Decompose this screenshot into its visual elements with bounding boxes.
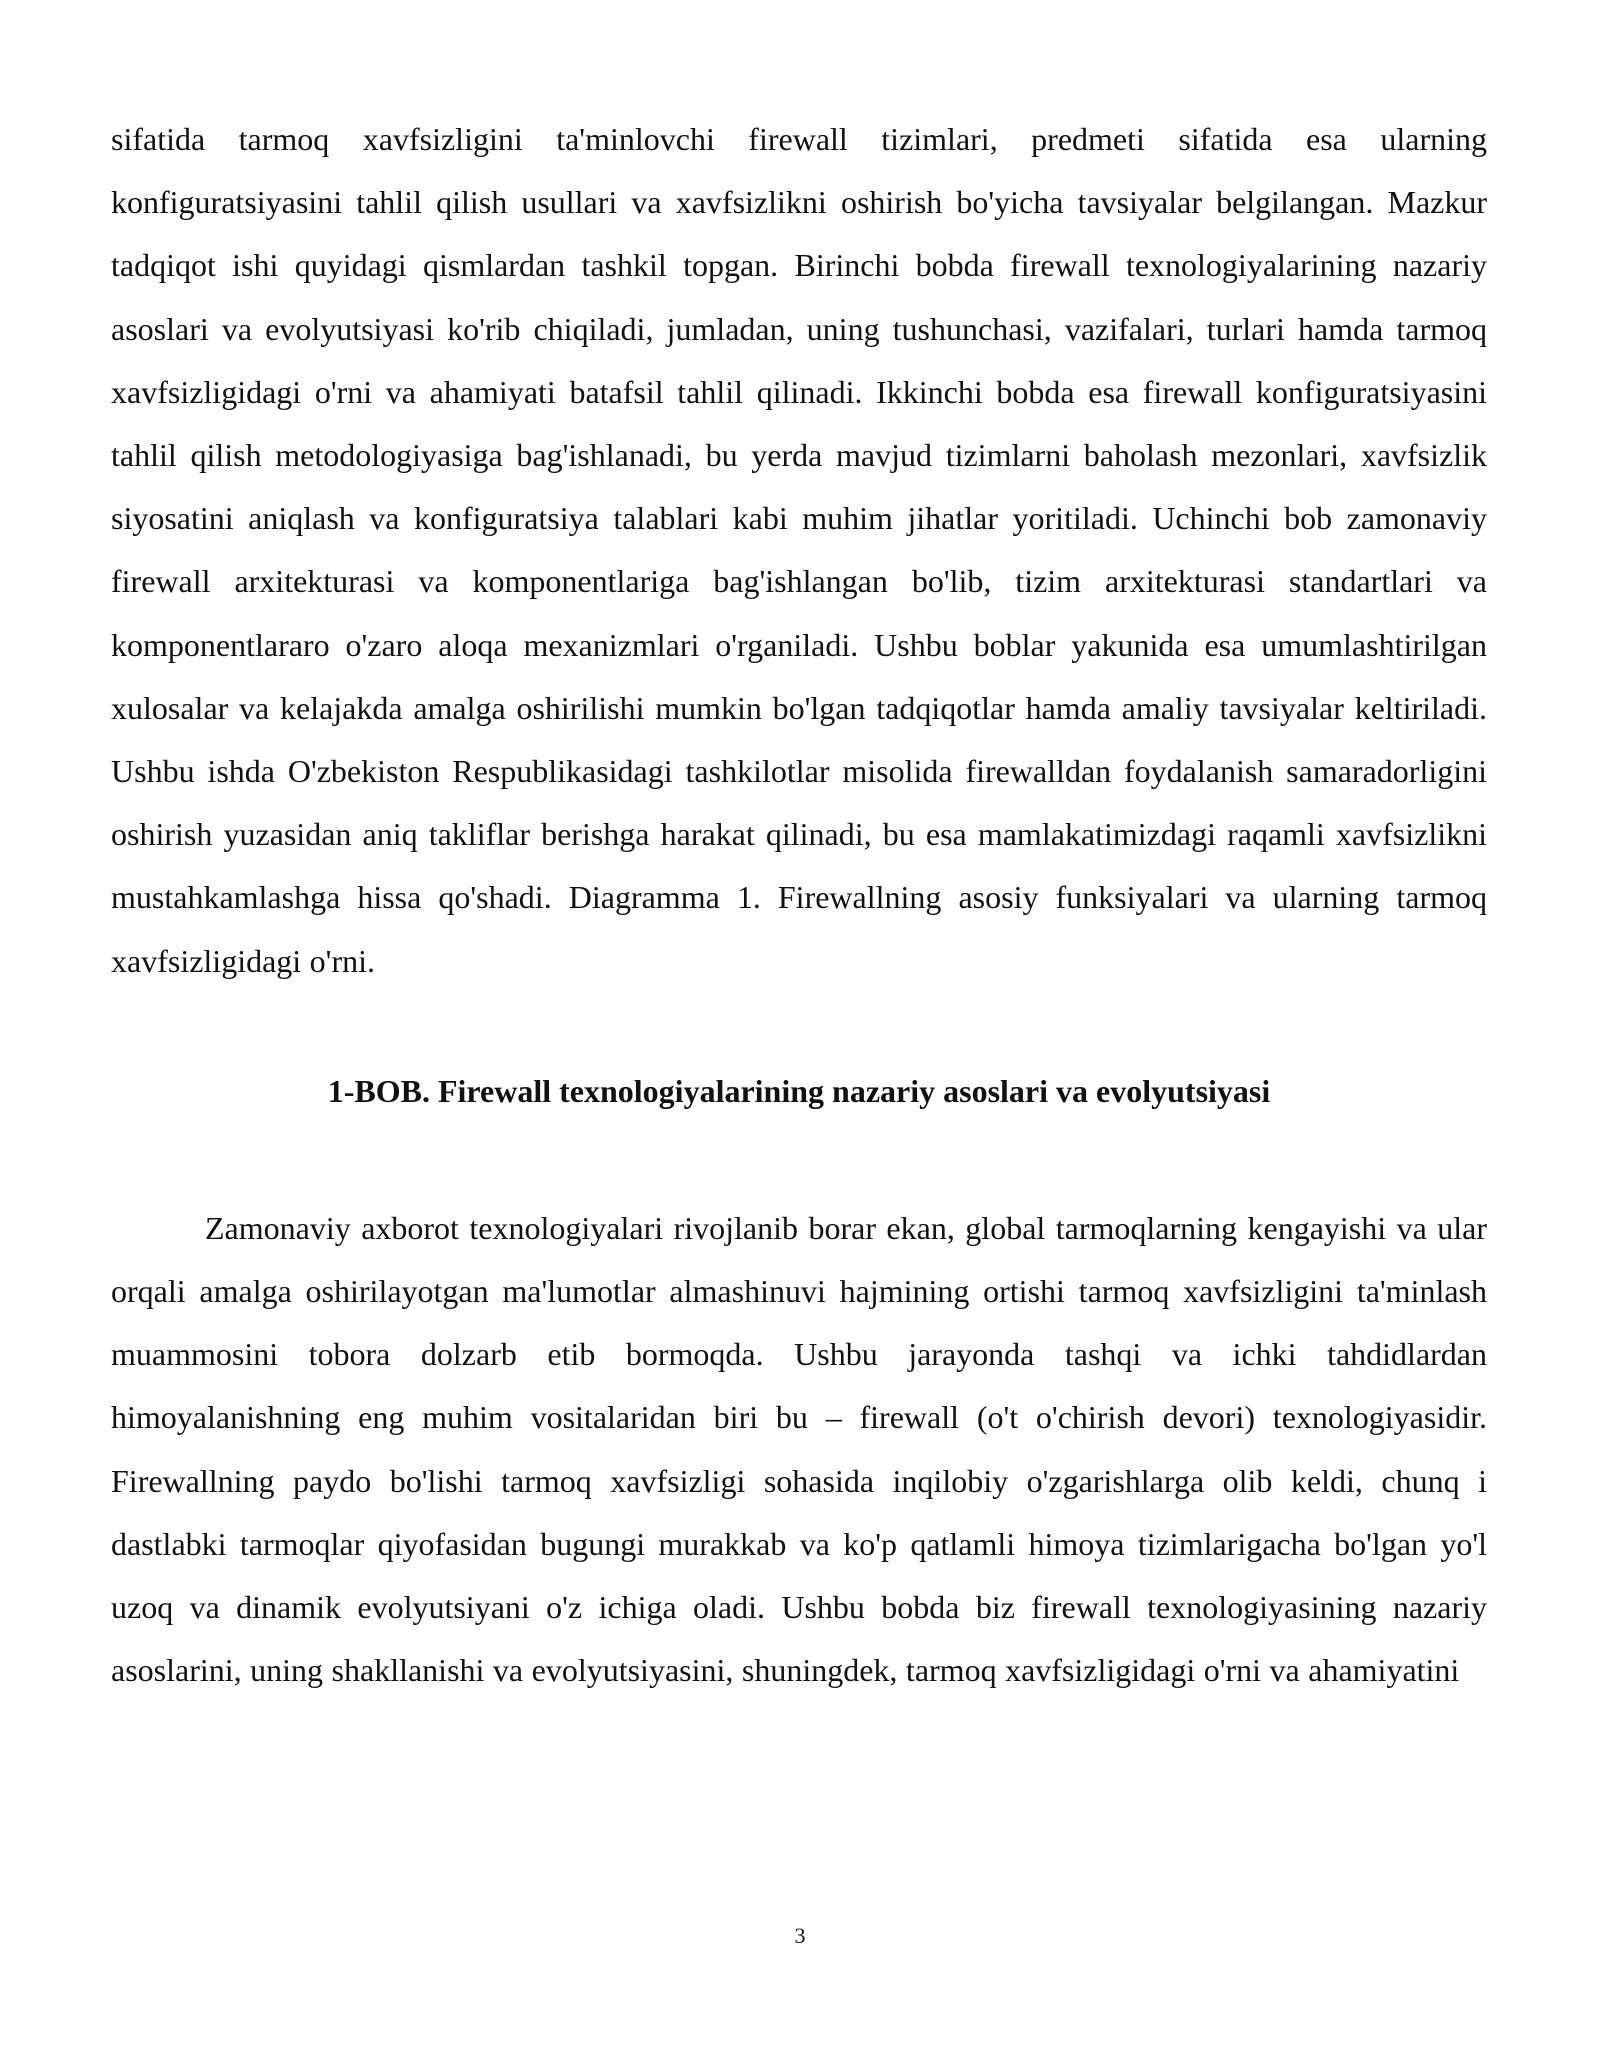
- chapter-title: 1-BOB. Firewall texnologiyalarining nazariy asoslari va evolyutsiyasi: [327, 1072, 1271, 1109]
- intro-paragraph: sifatida tarmoq xavfsizligini ta'minlovchi firewall tizimlari, predmeti sifatida esa ularning konfiguratsiyasini tahlil qilish usullari va xavfsizlikni oshirish bo'yicha tavsiyalar belgilangan. Mazkur tadqiqot ishi quyidagi qismlardan tashkil topgan. Birinchi bobda firewall texnologiyalarining nazariy asoslari va evolyutsiyasi ko'rib chiqiladi, jumladan, uning tushunchasi, vazifalari, turlari hamda tarmoq xavfsizligidagi o'rni va ahamiyati batafsil tahlil qilinadi. Ikkinchi bobda esa firewall konfiguratsiyasini tahlil qilish metodologiyasiga bag'ishlanadi, bu yerda mavjud tizimlarni baholash mezonlari, xavfsizlik siyosatini aniqlash va konfiguratsiya talablari kabi muhim jihatlar yoritiladi. Uchinchi bob zamonaviy firewall arxitekturasi va komponentlariga bag'ishlangan bo'lib, tizim arxitekturasi standartlari va komponentlararo o'zaro aloqa mexanizmlari o'rganiladi. Ushbu boblar yakunida esa umumlashtirilgan xulosalar va kelajakda amalga oshirilishi mumkin bo'lgan tadqiqotlar hamda amaliy tavsiyalar keltiriladi. Ushbu ishda O'zbekiston Respublikasidagi tashkilotlar misolida firewalldan foydalanish samaradorligini oshirish yuzasidan aniq takliflar berishga harakat qilinadi, bu esa mamlakatimizdagi raqamli xavfsizlikni mustahkamlashga hissa qo'shadi. Diagramma 1. Firewallning asosiy funksiyalari va ularning tarmoq xavfsizligidagi o'rni.: [111, 121, 1487, 979]
- chapter-paragraph: Zamonaviy axborot texnologiyalari rivojlanib borar ekan, global tarmoqlarning kengayishi va ular orqali amalga oshirilayotgan ma'lumotlar almashinuvi hajmining ortishi tarmoq xavfsizligini ta'minlash muammosini tobora dolzarb etib bormoqda. Ushbu jarayonda tashqi va ichki tahdidlardan himoyalanishning eng muhim vositalaridan biri bu – firewall (o't o'chirish devori) texnologiyasidir. Firewallning paydo bo'lishi tarmoq xavfsizligi sohasida inqilobiy o'zgarishlarga olib keldi, chunq i dastlabki tarmoqlar qiyofasidan bugungi murakkab va ko'p qatlamli himoya tizimlarigacha bo'lgan yo'l uzoq va dinamik evolyutsiyani o'z ichiga oladi. Ushbu bobda biz firewall texnologiyasining nazariy asoslarini, uning shakllanishi va evolyutsiyasini, shuningdek, tarmoq xavfsizligidagi o'rni va ahamiyatini: [111, 1209, 1487, 1689]
- page-number: 3: [794, 1923, 806, 1948]
- spacer: [111, 993, 1487, 1071]
- document-page: [111, 108, 1487, 1702]
- spacer: [111, 1111, 1487, 1197]
